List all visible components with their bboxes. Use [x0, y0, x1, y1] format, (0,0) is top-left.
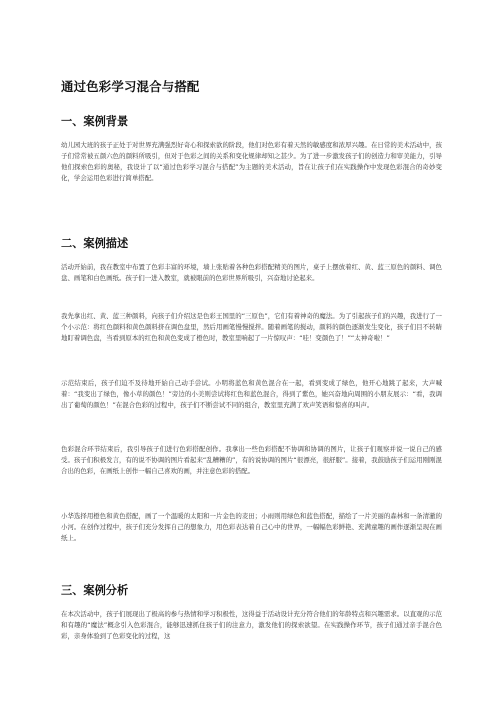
paragraph-description-1: 活动开始前，我在教室中布置了色彩丰富的环境，墙上张贴着各种色彩搭配精美的图片，桌子上摆放着红、黄、蓝三原色的颜料、调色盘、画笔和白色画纸。孩子们一进入教室，就被眼前的色彩世界所吸引，兴奋地讨论起来。: [61, 263, 442, 282]
paragraph-analysis-1: 在本次活动中，孩子们展现出了极高的参与热情和学习积极性，这得益于活动设计充分符合他们的年龄特点和兴趣需求。以直观的示范和有趣的“魔法”概念引入色彩混合，能够迅速抓住孩子们的注意力，激发他们的探索欲望。在实践操作环节，孩子们通过亲手混合色彩，亲身体验到了色彩变化的过程，这: [61, 610, 442, 640]
paragraph-description-4: 色彩混合环节结束后，我引导孩子们进行色彩搭配创作。我拿出一些色彩搭配不协调和协调的图片，让孩子们观察并说一说自己的感受。孩子们积极发言，有的说不协调的图片看起来“乱糟糟的”，有的说协调的图片“很漂亮，很舒服”。接着，我鼓励孩子们运用刚刚混合出的色彩，在画纸上创作一幅自己喜欢的画，并注意色彩的搭配。: [61, 445, 442, 475]
section-heading-description: 二、案例描述: [61, 237, 129, 250]
section-heading-analysis: 三、案例分析: [61, 584, 129, 597]
paragraph-description-3: 示范结束后，孩子们迫不及待地开始自己动手尝试。小明将蓝色和黄色混合在一起，看到变成了绿色，他开心地跳了起来，大声喊着：“我变出了绿色，像小草的颜色！”旁边的小美则尝试将红色和蓝色混合，得到了紫色，她兴奋地向周围的小朋友展示：“看，我调出了葡萄的颜色！”在混合色彩的过程中，孩子们不断尝试不同的组合，教室里充满了欢声笑语和惊喜的叫声。: [61, 379, 442, 409]
paragraph-description-2: 我先拿出红、黄、蓝三种颜料，向孩子们介绍这是色彩王国里的“三原色”，它们有着神奇的魔法。为了引起孩子们的兴趣，我进行了一个小示范：将红色颜料和黄色颜料挤在调色盘里，然后用画笔慢慢搅拌。随着画笔的搅动，颜料的颜色逐渐发生变化，孩子们目不转睛地盯着调色盘，当看到原本的红色和黄色变成了橙色时，教室里响起了一片惊叹声：“哇！变颜色了！”“太神奇啦！”: [61, 312, 442, 342]
paragraph-background: 幼儿园大班的孩子正处于对世界充满强烈好奇心和探索欲的阶段，他们对色彩有着天然的敏感度和浓厚兴趣。在日常的美术活动中，孩子们常常被五颜六色的颜料所吸引，但对于色彩之间的关系和变化规律却知之甚少。为了进一步激发孩子们的创造力和审美能力，引导他们探索色彩的奥秘，我设计了以“通过色彩学习混合与搭配”为主题的美术活动，旨在让孩子们在实践操作中发现色彩混合的奇妙变化，学会运用色彩进行简单搭配。: [61, 141, 442, 182]
paragraph-description-5: 小华选择用橙色和黄色搭配，画了一个温暖的太阳和一片金色的麦田；小雨则用绿色和蓝色搭配，描绘了一片美丽的森林和一条清澈的小河。在创作过程中，孩子们充分发挥自己的想象力，用色彩表达着自己心中的世界，一幅幅色彩鲜艳、充满童趣的画作逐渐呈现在画纸上。: [61, 512, 442, 542]
document-title: 通过色彩学习混合与搭配: [61, 79, 200, 94]
section-heading-background: 一、案例背景: [61, 115, 129, 128]
